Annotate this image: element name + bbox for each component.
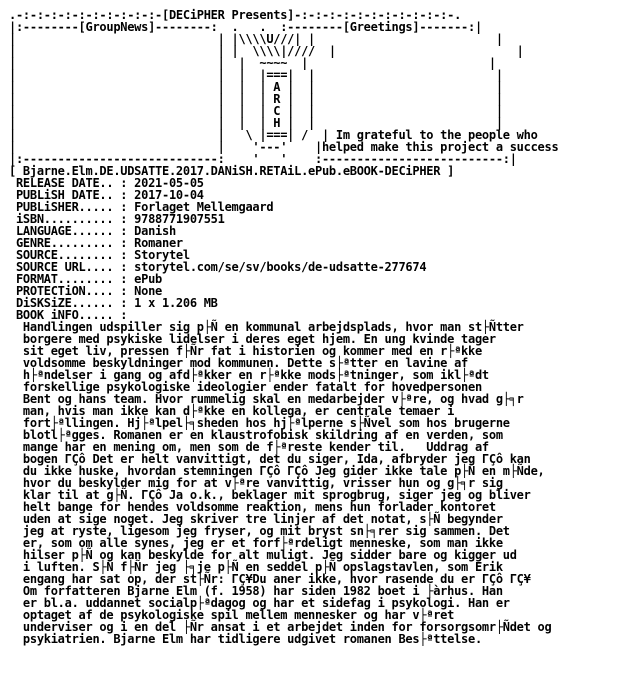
nfo-line: er bl.a. uddannet socialp├ªdagog og har et sidefag i psykologi. Han er bbox=[9, 596, 510, 610]
nfo-line: bogen ΓÇô Det er helt vanvittigt, det du siger, Ida, afbryder jeg ΓÇô kan bbox=[9, 452, 531, 466]
nfo-line: PUBLiSHER..... : Forlaget Mellemgaard bbox=[9, 200, 274, 214]
nfo-line: RELEASE DATE.. : 2021-05-05 bbox=[9, 176, 204, 190]
nfo-line: engang har sat op, der st├Ñr: ΓÇ¥Du aner ikke, hvor rasende du er ΓÇô ΓÇ¥ bbox=[9, 572, 531, 586]
nfo-line: | | | \\\\|//// | | bbox=[9, 44, 524, 58]
nfo-line: Om forfatteren Bjarne Elm (f. 1958) har siden 1982 boet i ├àrhus. Han bbox=[9, 584, 503, 598]
nfo-line: mange har en mening om, men som de f├ªreste kender til. Uddrag af bbox=[9, 440, 489, 454]
nfo-line: .-:-:-:-:-:-:-:-:-:-:-[DECiPHER Presents]-:-:-:-:-:-:-:-:-:-:-:-. bbox=[9, 8, 462, 22]
nfo-line: hvor du beskylder mig for at v├ªre vanvittig, vrisser hun og g├╕r sig bbox=[9, 476, 503, 490]
nfo-line: Bent og hans team. Hvor rummelig skal en medarbejder v├ªre, og hvad g├╕r bbox=[9, 392, 524, 406]
nfo-line: FORMAT........ : ePub bbox=[9, 272, 163, 286]
nfo-line: | | | | A | | | bbox=[9, 80, 503, 94]
nfo-line: DiSKSiZE...... : 1 x 1.206 MB bbox=[9, 296, 218, 310]
nfo-line: | | | ~~~~ | | bbox=[9, 56, 496, 70]
nfo-line: | | | |===| | | bbox=[9, 68, 503, 82]
nfo-line: klar til at g├Ñ. ΓÇô Ja o.k., beklager mit sprogbrug, siger jeg og bliver bbox=[9, 488, 531, 502]
nfo-line: optaget af de psykologiske spil mellem mennesker og har v├ªret bbox=[9, 608, 455, 622]
nfo-line: helt bange for hendes voldsomme reaktion, mens hun forlader kontoret bbox=[9, 500, 496, 514]
nfo-line: forskellige psykologiske ideologier ender fatalt for hovedpersonen bbox=[9, 380, 482, 394]
nfo-line: borgere med psykiske lidelser i deres eget hjem. En ung kvinde tager bbox=[9, 332, 496, 346]
nfo-line: BOOK iNFO..... : bbox=[9, 308, 128, 322]
nfo-line: | | '---' |helped make this project a success bbox=[9, 140, 559, 154]
nfo-line: SOURCE URL.... : storytel.com/se/sv/books/de-udsatte-277674 bbox=[9, 260, 427, 274]
nfo-line: jeg at ryste, ligesom jeg fryser, og mit bryst sn├╕rer sig sammen. Det bbox=[9, 524, 510, 538]
nfo-line: PUBLiSH DATE.. : 2017-10-04 bbox=[9, 188, 204, 202]
nfo-line: uden at sige noget. Jeg skriver tre linjer af det notat, s├Ñ begynder bbox=[9, 512, 503, 526]
nfo-line: psykiatrien. Bjarne Elm har tidligere udgivet romanen Bes├ªttelse. bbox=[9, 632, 482, 646]
nfo-line: GENRE......... : Romaner bbox=[9, 236, 183, 250]
nfo-line: | | | | H | | | bbox=[9, 116, 503, 130]
nfo-line: SOURCE........ : Storytel bbox=[9, 248, 190, 262]
nfo-line: du ikke huske, hvordan stemningen ΓÇô ΓÇô Jeg gider ikke tale p├Ñ en m├Ñde, bbox=[9, 464, 545, 478]
nfo-line: | | | | R | | | bbox=[9, 92, 503, 106]
nfo-line: underviser og i en del ├Ñr ansat i et arbejdet inden for forsorgsomr├Ñdet og bbox=[9, 620, 552, 634]
nfo-line: | | \ |===| / | Im grateful to the people who bbox=[9, 128, 538, 142]
nfo-line: fort├ªllingen. Hj├ªlpel├╕sheden hos hj├ªlperne s├Ñvel som hos brugerne bbox=[9, 416, 510, 430]
nfo-line: PROTECTiON.... : None bbox=[9, 284, 163, 298]
nfo-line: |:----------------------------: ' ' :--------------------------:| bbox=[9, 152, 517, 166]
nfo-line: [ Bjarne.Elm.DE.UDSATTE.2017.DANiSH.RETAiL.ePub.eBOOK-DECiPHER ] bbox=[9, 164, 455, 178]
nfo-line: iSBN.......... : 9788771907551 bbox=[9, 212, 225, 226]
nfo-line: |:--------[GroupNews]--------: . . :--------[Greetings]-------:| bbox=[9, 20, 482, 34]
nfo-line: er, som om alle synes, jeg er et forf├ªrdeligt menneske, som man ikke bbox=[9, 536, 503, 550]
nfo-line: Handlingen udspiller sig p├Ñ en kommunal arbejdsplads, hvor man st├Ñtter bbox=[9, 320, 524, 334]
nfo-line: sit eget liv, pressen f├Ñr fat i historien og kommer med en r├ªkke bbox=[9, 344, 482, 358]
nfo-line: voldsomme beskyldninger mod kommunen. Dette s├ªtter en lavine af bbox=[9, 356, 469, 370]
nfo-line: hilser p├Ñ og kan beskylde for alt muligt. Jeg sidder bare og kigger ud bbox=[9, 548, 517, 562]
nfo-line: blotl├ªgges. Romanen er en klaustrofobisk skildring af en verden, som bbox=[9, 428, 503, 442]
nfo-line: man, hvis man ikke kan d├ªkke en kollega, er centrale temaer i bbox=[9, 404, 455, 418]
nfo-line: LANGUAGE...... : Danish bbox=[9, 224, 176, 238]
nfo-line: i luften. S├Ñ f├Ñr jeg ├╕je p├Ñ en seddel p├Ñ opslagstavlen, som Erik bbox=[9, 560, 503, 574]
nfo-line: h├ªndelser i gang og afd├ªkker en r├ªkke mods├ªtninger, som ikl├ªdt bbox=[9, 368, 489, 382]
nfo-line: | | |\\\\U///| | | bbox=[9, 32, 503, 46]
nfo-line: | | | | C | | | bbox=[9, 104, 503, 118]
